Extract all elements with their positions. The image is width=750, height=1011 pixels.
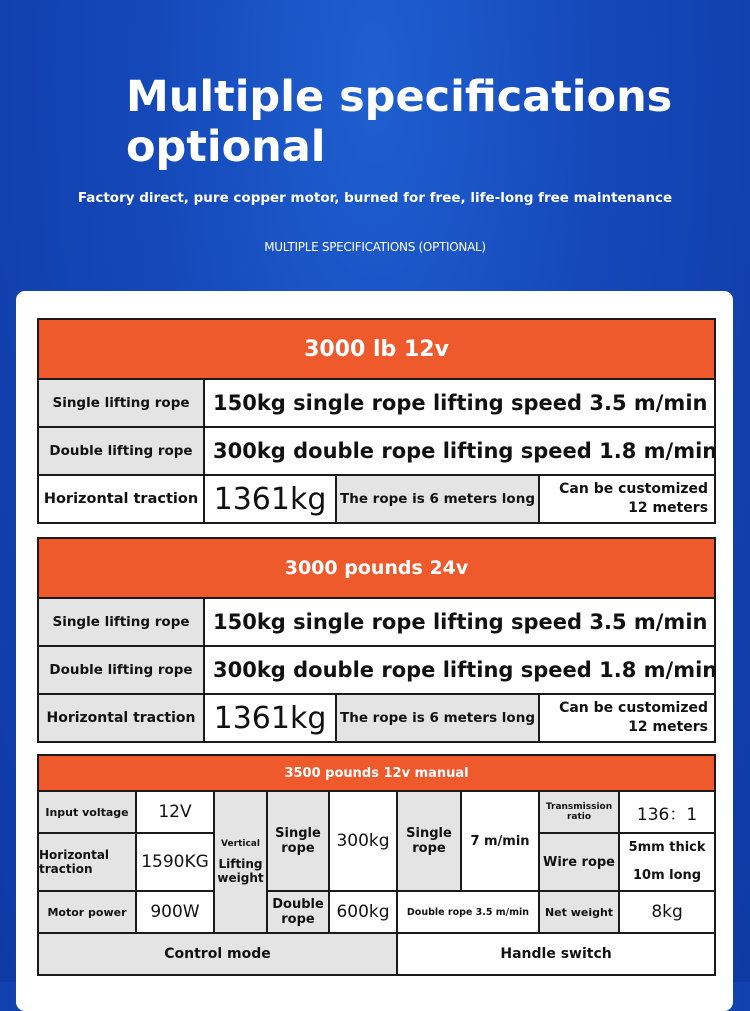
spec-2-horizontal-label: Horizontal traction <box>38 694 204 742</box>
transmission-ratio-label: Transmission ratio <box>539 791 619 833</box>
single-rope-weight: 300kg <box>329 791 397 891</box>
input-voltage-value: 12V <box>136 791 214 833</box>
spec-table-2 <box>37 537 716 743</box>
spec-1-title: 3000 lb 12v <box>38 319 715 379</box>
spec-2-double-value: 300kg double rope lifting speed 1.8 m/min <box>204 646 715 694</box>
transmission-ratio-value: 136：1 <box>619 791 715 833</box>
section-label: MULTIPLE SPECIFICATIONS (OPTIONAL) <box>264 240 486 254</box>
wire-rope-spec <box>619 833 715 891</box>
spec-1-double-value: 300kg double rope lifting speed 1.8 m/min <box>204 427 715 475</box>
spec-2-custom-note: Can be customized 12 meters <box>539 694 715 742</box>
spec-1-rope-note: The rope is 6 meters long <box>336 475 539 523</box>
single-speed-label: Single rope <box>397 791 461 891</box>
wire-thick: 5mm thick <box>628 840 706 855</box>
spec-1-horizontal-value: 1361kg <box>204 475 336 523</box>
spec-1-single-value: 150kg single rope lifting speed 3.5 m/min <box>204 379 715 427</box>
horizontal-traction-value: 1590KG <box>136 833 214 891</box>
double-rope-label: Double rope <box>267 891 329 933</box>
spec-table-3 <box>37 754 716 976</box>
wire-rope-label: Wire rope <box>539 833 619 891</box>
spec-1-horizontal-label: Horizontal traction <box>38 475 204 523</box>
spec-1-custom-note: Can be customized 12 meters <box>539 475 715 523</box>
spec-1-double-label: Double lifting rope <box>38 427 204 475</box>
spec-2-horizontal-value: 1361kg <box>204 694 336 742</box>
spec-2-rope-note: The rope is 6 meters long <box>336 694 539 742</box>
input-voltage-label: Input voltage <box>38 791 136 833</box>
double-rope-weight: 600kg <box>329 891 397 933</box>
lifting-weight-label: Lifting weight <box>217 857 264 885</box>
page-title <box>126 72 726 172</box>
title-line-2: optional <box>126 122 326 172</box>
wire-long: 10m long <box>633 868 702 883</box>
title-line-1: Multiple specifications <box>126 72 673 122</box>
single-rope-label: Single rope <box>267 791 329 891</box>
spec-1-single-label: Single lifting rope <box>38 379 204 427</box>
control-mode-label: Control mode <box>38 933 397 975</box>
net-weight-value: 8kg <box>619 891 715 933</box>
horizontal-traction-label: Horizontal traction <box>38 833 136 891</box>
lifting-weight-header <box>214 791 267 933</box>
spec-3-title: 3500 pounds 12v manual <box>38 755 715 791</box>
spec-2-single-label: Single lifting rope <box>38 598 204 646</box>
net-weight-label: Net weight <box>539 891 619 933</box>
double-speed: Double rope 3.5 m/min <box>397 891 539 933</box>
spec-table-1 <box>37 318 716 524</box>
spec-card <box>16 291 733 1011</box>
single-speed-value: 7 m/min <box>461 791 539 891</box>
subtitle: Factory direct, pure copper motor, burned for free, life-long free maintenance <box>77 190 673 206</box>
control-mode-value: Handle switch <box>397 933 715 975</box>
motor-power-value: 900W <box>136 891 214 933</box>
spec-2-title: 3000 pounds 24v <box>38 538 715 598</box>
spec-2-single-value: 150kg single rope lifting speed 3.5 m/min <box>204 598 715 646</box>
vertical-label: Vertical <box>221 839 260 849</box>
spec-2-double-label: Double lifting rope <box>38 646 204 694</box>
motor-power-label: Motor power <box>38 891 136 933</box>
